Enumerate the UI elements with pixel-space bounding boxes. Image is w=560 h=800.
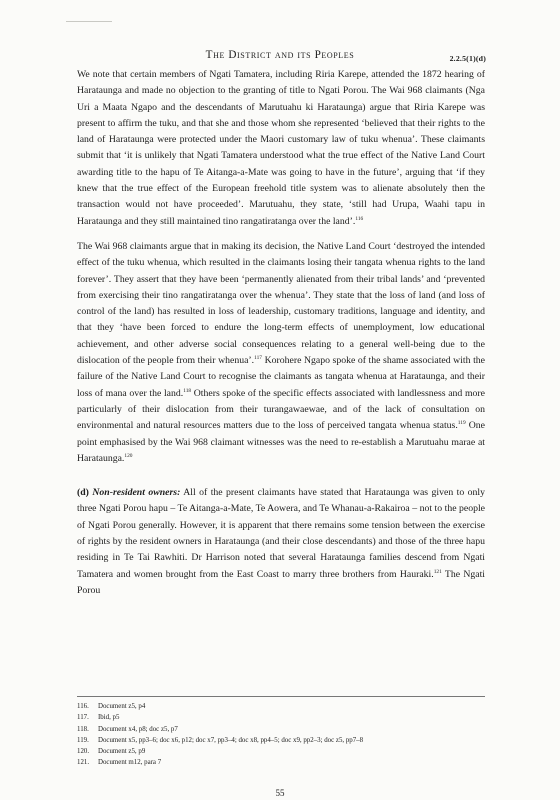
- footnote-number: 116.: [77, 703, 89, 710]
- paragraph-3-text-a: All of the present claimants have stated that Harataunga was given to only three Ngati Porou hapu – Te Aitanga-a-Mate, Te Aowera, and Te Whanau-a-Rakairoa – not to the people of Ngati Porou generally. However, it is apparent that there remains some tension between the exercise of rights by the resident owners in Harataunga (and their close descendants) and those of the three hapu residing in Te Tai Rawhiti. Dr Harrison noted that several Harataunga families descend from Ngati Tamatera and women brought from the East Coast to marry three brothers from Hauraki.: [77, 487, 485, 580]
- footnote-number: 120.: [77, 748, 90, 756]
- footnote-number: 117.: [77, 714, 89, 722]
- subsection-heading: Non-resident owners:: [92, 487, 181, 499]
- footnotes: [77, 701, 485, 769]
- footnote-number: 118.: [77, 725, 89, 733]
- footnote-item: [77, 735, 485, 746]
- footnote-item: [77, 757, 485, 768]
- footnote-text: Document z5, p4: [98, 703, 146, 710]
- footnote-text: Document z5, p9: [98, 748, 146, 756]
- paragraph-2-text-a: The Wai 968 claimants argue that in making its decision, the Native Land Court ‘destroyed the intended effect of the tuku whenua, which resulted in the claimants losing their tangata whenua rights to the land forever’. They assert that they have been ‘permanently alienated from their tribal lands’ and ‘prevented from exercising their tino rangatiratanga over the whenua’. They state that the loss of land (and loss of control of the land) has resulted in loss of leadership, customary traditions, language and identity, and that they ‘have been forced to endure the long-term effects of unemployment, low educational achievement, and other adverse social consequences relating to a general well-being due to the dislocation of the people from their whenua’.: [77, 240, 485, 367]
- footnote-item: [77, 724, 485, 735]
- footnote-ref-121[interactable]: 121: [433, 568, 442, 575]
- footnote-ref-116[interactable]: 116: [355, 215, 364, 222]
- footnote-ref-119[interactable]: 119: [457, 420, 466, 427]
- footnote-item: [77, 712, 485, 723]
- body-text: [77, 67, 485, 599]
- footnote-divider: [77, 696, 485, 697]
- paragraph-2: [77, 239, 485, 467]
- paragraph-2-text-b: Korohere Ngapo spoke of the shame associated with the failure of the Native Land Court to recognise the claimants as tangata whenua at Harataunga, and their loss of mana over the land.: [77, 355, 486, 399]
- running-head: The District and its Peoples: [205, 49, 355, 61]
- subsection-number: (d): [77, 487, 89, 499]
- footnote-text: Document m12, para 7: [98, 759, 162, 767]
- footnote-text: Ibid, p5: [98, 714, 120, 722]
- footnote-number: 119.: [77, 736, 89, 744]
- footnote-number: 121.: [77, 759, 90, 767]
- footnote-ref-120[interactable]: 120: [124, 452, 133, 459]
- paragraph-3-text-b: The Ngati Porou: [77, 568, 485, 596]
- paragraph-1-text: We note that certain members of Ngati Tamatera, including Riria Karepe, attended the 1872 hearing of Harataunga and made no objection to the granting of title to Ngati Porou. The Wai 968 claimants (Nga Uri a Maata Ngapo and the descendants of Marutuahu ki Harataunga) argue that Riria Karepe was present to affirm the tuku, and that she and those whom she represented ‘believed that their rights to the land of Harataunga were protected under the Maori customary law of tuku whenua’. These claimants submit that ‘it is unlikely that Ngati Tamatera understood what the true effect of the Native Land Court awarding title to the hapu of Te Aitanga-a-Mate was going to have in the future’, arguing that ‘if they knew that the true effect of the European freehold title system was to alienate absolutely then the transaction would not have proceeded’. Marutuahu, they state, ‘still had Urupa, Waahi tapu in Harataunga and they still maintained tino rangatiratanga over the land’.: [77, 69, 485, 227]
- footnote-text: Document x5, pp3–6; doc x6, p12; doc x7, pp3–4; doc x8, pp4–5; doc x9, pp2–3; doc z5, pp7–8: [98, 736, 364, 744]
- paragraph-2-text-d: One point emphasised by the Wai 968 claimant witnesses was the need to re-establish a Marutuahu marae at Harataunga.: [77, 420, 485, 464]
- footnote-ref-117[interactable]: 117: [254, 355, 262, 362]
- footnote-item: [77, 746, 485, 757]
- paragraph-2-text-c: Others spoke of the specific effects associated with landlessness and more particularly of their dislocation from their turangawaewae, and of the lack of consultation on environmental and natural resources matters due to the loss of perceived tangata whenua status.: [77, 387, 486, 432]
- section-number: 2.2.5(1)(d): [449, 54, 486, 63]
- footnote-text: Document x4, p8; doc z5, p7: [98, 725, 178, 733]
- footnote-ref-118[interactable]: 118: [183, 387, 192, 394]
- scan-mark: [66, 21, 112, 22]
- paragraph-1: [77, 67, 485, 230]
- paragraph-3: [77, 485, 485, 599]
- page-number: 55: [275, 788, 285, 798]
- footnote-item: [77, 701, 485, 712]
